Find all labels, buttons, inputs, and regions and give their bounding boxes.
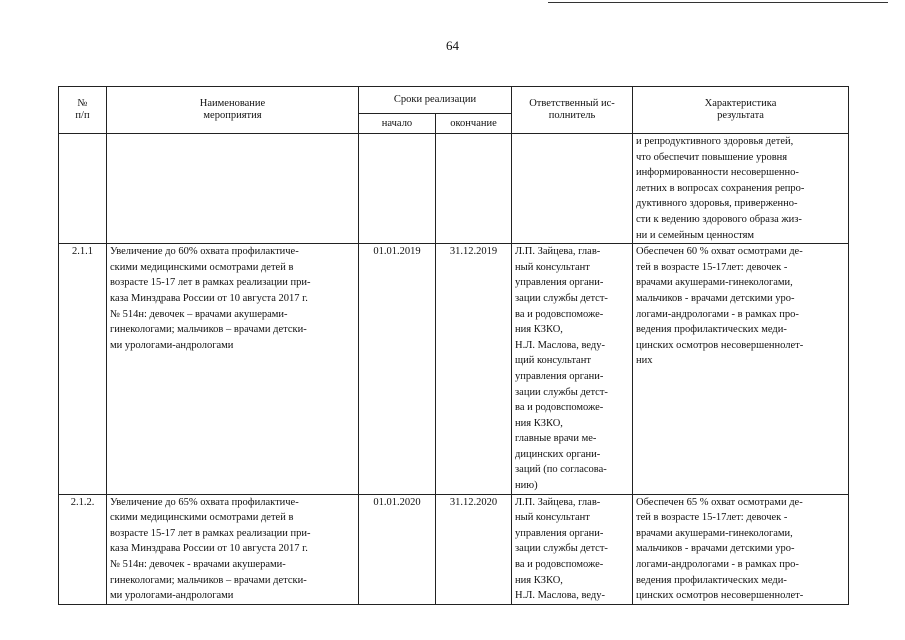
row-num [59, 134, 107, 244]
row-end: 31.12.2020 [436, 494, 512, 604]
row-name: Увеличение до 60% охвата профилактиче- скими медицинскими осмотрами детей в возрасте 15-17 лет в рамках реализации при- каза Минздрава России от 10 августа 2017 г. № 514н: девочек – врачами акушерами- гинекологами; мальчиков – врачами детски- ми урологами-андрологами [107, 244, 359, 495]
activities-table [58, 86, 849, 605]
header-start: начало [359, 114, 436, 134]
row-end: 31.12.2019 [436, 244, 512, 495]
row-end [436, 134, 512, 244]
row-responsible: Л.П. Зайцева, глав- ный консультант управления органи- зации службы детст- ва и родовспоможе- ния КЗКО, Н.Л. Маслова, веду- щий консультант управления органи- зации службы детст- ва и родовспоможе- ния КЗКО, главные врачи ме- дицинских органи- заций (по согласова- нию) [512, 244, 633, 495]
row-name: Увеличение до 65% охвата профилактиче- скими медицинскими осмотрами детей в возрасте 15-17 лет в рамках реализации при- каза Минздрава России от 10 августа 2017 г. № 514н: девочек - врачами акушерами- гинекологами; мальчиков – врачами детски- ми урологами-андрологами [107, 494, 359, 604]
header-responsible: Ответственный ис- полнитель [512, 87, 633, 134]
row-result: Обеспечен 60 % охват осмотрами де- тей в возрасте 15-17лет: девочек - врачами акушерами-гинекологами, мальчиков - врачами детскими уро- логами-андрологами - в рамках про- ведения профилактических меди- цинских осмотров несовершеннолет- них [633, 244, 849, 495]
row-result: и репродуктивного здоровья детей, что обеспечит повышение уровня информированности несовершенно- летних в вопросах сохранения репро- дуктивного здоровья, приверженно- сти к ведению здорового образа жиз- ни и семейным ценностям [633, 134, 849, 244]
page-number: 64 [446, 38, 459, 53]
table-row [59, 494, 849, 604]
row-start: 01.01.2019 [359, 244, 436, 495]
header-name: Наименование мероприятия [107, 87, 359, 134]
row-result: Обеспечен 65 % охват осмотрами де- тей в возрасте 15-17лет: девочек - врачами акушерами-гинекологами, мальчиков - врачами детскими уро- логами-андрологами - в рамках про- ведения профилактических меди- цинских осмотров несовершеннолет- [633, 494, 849, 604]
row-name [107, 134, 359, 244]
row-responsible [512, 134, 633, 244]
table-row [59, 134, 849, 244]
header-row [59, 87, 849, 114]
header-end: окончание [436, 114, 512, 134]
row-responsible: Л.П. Зайцева, глав- ный консультант управления органи- зации службы детст- ва и родовспоможе- ния КЗКО, Н.Л. Маслова, веду- [512, 494, 633, 604]
table-row [59, 244, 849, 495]
row-start: 01.01.2020 [359, 494, 436, 604]
header-result: Характеристика результата [633, 87, 849, 134]
header-terms: Сроки реализации [359, 87, 512, 114]
row-num: 2.1.2. [59, 494, 107, 604]
top-rule [548, 2, 888, 3]
row-num: 2.1.1 [59, 244, 107, 495]
row-start [359, 134, 436, 244]
header-num: № п/п [59, 87, 107, 134]
